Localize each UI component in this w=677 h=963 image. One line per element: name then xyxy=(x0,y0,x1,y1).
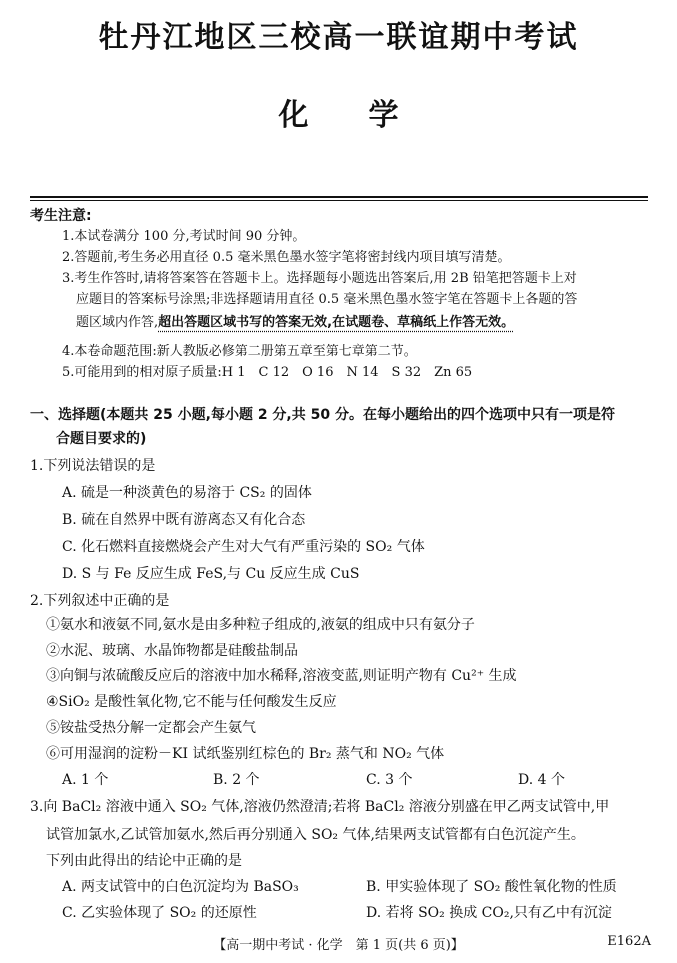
section-heading-line1: 一、选择题(本题共 25 小题,每小题 2 分,共 50 分。在每小题给出的四个选项中只有一项是符 xyxy=(30,407,615,423)
notice-item-5: 5.可能用到的相对原子质量:H 1 C 12 O 16 N 14 S 32 Zn 65 xyxy=(62,365,473,380)
section-heading-line2: 合题目要求的) xyxy=(56,431,147,447)
exam-title: 牡丹江地区三校高一联谊期中考试 xyxy=(98,20,579,55)
q2-statement-6: ⑥可用湿润的淀粉－KI 试纸鉴别红棕色的 Br₂ 蒸气和 NO₂ 气体 xyxy=(46,746,445,762)
q3-option-c: C. 乙实验体现了 SO₂ 的还原性 xyxy=(62,905,257,921)
q1-option-c: C. 化石燃料直接燃烧会产生对大气有严重污染的 SO₂ 气体 xyxy=(62,539,425,555)
q3-stem-line2: 试管加氯水,乙试管加氨水,然后再分别通入 SO₂ 气体,结果两支试管都有白色沉淀产生。 xyxy=(46,827,585,843)
notice-item-4: 4.本卷命题范围:新人教版必修第二册第五章至第七章第二节。 xyxy=(62,344,417,359)
q2-option-c: C. 3 个 xyxy=(366,772,413,788)
q2-statement-2: ②水泥、玻璃、水晶饰物都是硅酸盐制品 xyxy=(46,643,298,659)
notice-item-2: 2.答题前,考生务必用直径 0.5 毫米黑色墨水签字笔将密封线内项目填写清楚。 xyxy=(62,250,511,265)
q3-option-d: D. 若将 SO₂ 换成 CO₂,只有乙中有沉淀 xyxy=(366,905,612,921)
notice-heading: 考生注意: xyxy=(30,208,92,224)
section-heading xyxy=(30,403,650,451)
q2-option-d: D. 4 个 xyxy=(518,772,565,788)
q1-stem: 1.下列说法错误的是 xyxy=(30,458,156,474)
q2-statement-5: ⑤铵盐受热分解一定都会产生氨气 xyxy=(46,720,256,736)
q2-statement-3: ③向铜与浓硫酸反应后的溶液中加水稀释,溶液变蓝,则证明产物有 Cu²⁺ 生成 xyxy=(46,668,517,684)
page-footer: 【高一期中考试 · 化学 第 1 页(共 6 页)】 xyxy=(213,938,464,953)
subject-title: 化学 xyxy=(278,98,459,133)
q3-option-a: A. 两支试管中的白色沉淀均为 BaSO₃ xyxy=(62,879,299,895)
q1-option-d: D. S 与 Fe 反应生成 FeS,与 Cu 反应生成 CuS xyxy=(62,566,360,582)
q2-statement-4: ④SiO₂ 是酸性氧化物,它不能与任何酸发生反应 xyxy=(46,694,337,710)
notice-item-3: 3.考生作答时,请将答案答在答题卡上。选择题每小题选出答案后,用 2B 铅笔把答题卡上对 xyxy=(62,271,577,286)
q3-stem-line1: 3.向 BaCl₂ 溶液中通入 SO₂ 气体,溶液仍然澄清;若将 BaCl₂ 溶液分别盛在甲乙两支试管中,甲 xyxy=(30,799,610,815)
q2-option-a: A. 1 个 xyxy=(62,772,109,788)
notice-item-3-cont2: 题区域内作答,超出答题区域书写的答案无效,在试题卷、草稿纸上作答无效。 xyxy=(76,315,515,330)
notice-item-3-cont: 应题目的答案标号涂黑;非选择题请用直径 0.5 毫米黑色墨水签字笔在答题卡上各题的答 xyxy=(76,292,578,307)
q3-stem-line3: 下列由此得出的结论中正确的是 xyxy=(46,853,242,869)
notice-item-1: 1.本试卷满分 100 分,考试时间 90 分钟。 xyxy=(62,229,306,244)
exam-code: E162A xyxy=(607,934,651,949)
q2-option-b: B. 2 个 xyxy=(213,772,260,788)
q3-option-b: B. 甲实验体现了 SO₂ 酸性氧化物的性质 xyxy=(366,879,617,895)
divider-thin xyxy=(30,200,648,201)
divider-thick xyxy=(30,196,648,198)
q2-statement-1: ①氨水和液氨不同,氨水是由多种粒子组成的,液氨的组成中只有氨分子 xyxy=(46,617,475,633)
q1-option-b: B. 硫在自然界中既有游离态又有化合态 xyxy=(62,512,306,528)
notice-emphasis: 超出答题区域书写的答案无效,在试题卷、草稿纸上作答无效。 xyxy=(158,315,515,330)
q1-option-a: A. 硫是一种淡黄色的易溶于 CS₂ 的固体 xyxy=(62,485,312,501)
q2-stem: 2.下列叙述中正确的是 xyxy=(30,593,170,609)
